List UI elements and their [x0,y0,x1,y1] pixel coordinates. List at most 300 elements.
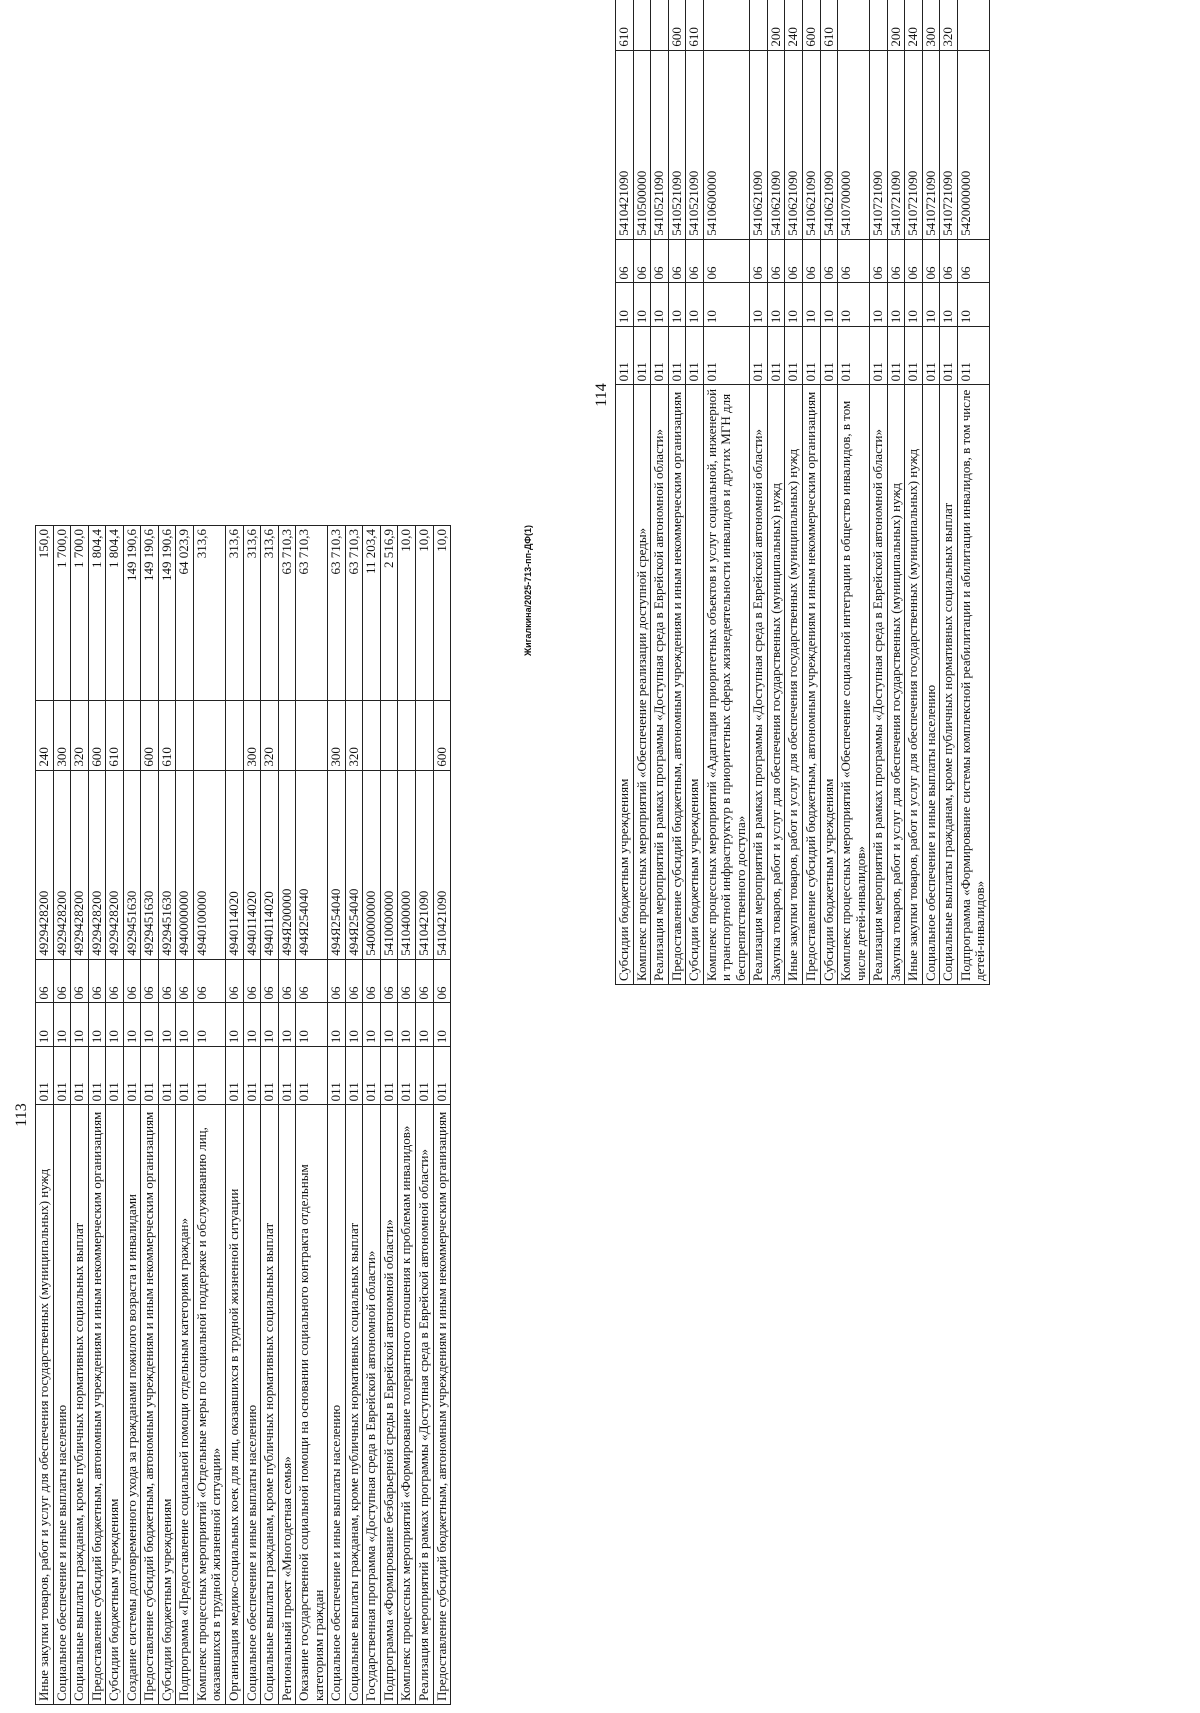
table-row [633,0,651,985]
cell-target-article: 4940114020 [261,770,279,959]
page-number: 114 [593,383,610,407]
cell-section: 10 [88,1003,106,1047]
page-number: 113 [13,1103,30,1127]
cell-section: 10 [36,1003,54,1047]
cell-amount: 313,6 [226,526,244,701]
cell-name: Реализация мероприятий в рамках программы «Доступная среда в Еврейской автономной области» [870,385,888,985]
table-row [616,0,634,985]
cell-section: 10 [416,1003,434,1047]
cell-target-article: 5410421090 [433,770,451,959]
cell-section: 10 [668,283,686,327]
cell-grbs: 011 [870,327,888,385]
cell-target-article: 494Я254040 [345,770,363,959]
cell-target-article: 4929428200 [88,770,106,959]
cell-grbs: 011 [668,327,686,385]
cell-name: Социальное обеспечение и иные выплаты населению [53,1105,71,1705]
table-body [36,526,451,1705]
cell-target-article: 4929451630 [123,770,141,959]
cell-expense-type: 610 [686,0,704,50]
cell-section: 10 [905,283,923,327]
cell-name: Иные закупки товаров, работ и услуг для обеспечения государственных (муниципальных) нужд [905,385,923,985]
cell-section: 10 [398,1003,416,1047]
cell-target-article: 5410600000 [703,50,750,239]
cell-grbs: 011 [345,1047,363,1105]
cell-target-article: 5410521090 [651,50,669,239]
cell-target-article: 5410521090 [686,50,704,239]
cell-subsection: 06 [328,959,346,1003]
cell-grbs: 011 [363,1047,381,1105]
cell-target-article: 5410000000 [380,770,398,959]
cell-section: 10 [820,283,838,327]
cell-target-article: 5410721090 [870,50,888,239]
cell-subsection: 06 [940,239,958,283]
cell-grbs: 011 [750,327,768,385]
cell-name: Комплекс процессных мероприятий «Обеспечение реализации доступной среды» [633,385,651,985]
table-row [686,0,704,985]
cell-section: 10 [71,1003,89,1047]
cell-subsection: 06 [957,239,989,283]
cell-subsection: 06 [123,959,141,1003]
cell-amount: 150,0 [36,526,54,701]
table-row [922,0,940,985]
cell-name: Государственная программа «Доступная среда в Еврейской автономной области» [363,1105,381,1705]
cell-name: Социальные выплаты гражданам, кроме публичных нормативных социальных выплат [345,1105,363,1705]
cell-target-article: 4929451630 [158,770,176,959]
table-row [957,0,989,985]
table-row [820,0,838,985]
cell-section: 10 [803,283,821,327]
cell-amount: 149 190,6 [158,526,176,701]
cell-name: Субсидии бюджетным учреждениям [158,1105,176,1705]
cell-section: 10 [750,283,768,327]
cell-target-article: 5410621090 [767,50,785,239]
table-row [750,0,768,985]
cell-subsection: 06 [651,239,669,283]
cell-subsection: 06 [820,239,838,283]
cell-subsection: 06 [193,959,225,1003]
table-row [870,0,888,985]
cell-grbs: 011 [803,327,821,385]
cell-expense-type [703,0,750,50]
cell-subsection: 06 [803,239,821,283]
cell-grbs: 011 [71,1047,89,1105]
cell-section: 10 [328,1003,346,1047]
cell-expense-type [380,700,398,770]
cell-expense-type: 300 [243,700,261,770]
cell-section: 10 [243,1003,261,1047]
table-row [940,0,958,985]
cell-subsection: 06 [838,239,870,283]
cell-amount: 2 516,9 [380,526,398,701]
cell-section: 10 [141,1003,159,1047]
cell-grbs: 011 [703,327,750,385]
cell-section: 10 [616,283,634,327]
cell-target-article: 494Я200000 [278,770,296,959]
table-row [345,526,363,1705]
table-row [887,0,905,985]
cell-amount: 313,6 [243,526,261,701]
table-row [226,526,244,1705]
cell-target-article: 4929428200 [36,770,54,959]
table-row [380,526,398,1705]
cell-grbs: 011 [416,1047,434,1105]
cell-expense-type [870,0,888,50]
cell-grbs: 011 [785,327,803,385]
cell-name: Комплекс процессных мероприятий «Формирование толерантного отношения к проблемам инвалидов» [398,1105,416,1705]
table-row [838,0,870,985]
cell-expense-type [651,0,669,50]
cell-name: Подпрограмма «Формирование безбарьерной среды в Еврейской автономной области» [380,1105,398,1705]
cell-subsection: 06 [616,239,634,283]
cell-name: Региональный проект «Многодетная семья» [278,1105,296,1705]
cell-target-article: 4940000000 [176,770,194,959]
cell-subsection: 06 [416,959,434,1003]
cell-amount: 149 190,6 [123,526,141,701]
cell-subsection: 06 [380,959,398,1003]
cell-section: 10 [193,1003,225,1047]
cell-grbs: 011 [433,1047,451,1105]
table-row [398,526,416,1705]
cell-name: Социальное обеспечение и иные выплаты населению [328,1105,346,1705]
cell-name: Реализация мероприятий в рамках программы «Доступная среда в Еврейской автономной области» [416,1105,434,1705]
cell-expense-type: 300 [922,0,940,50]
budget-table [35,525,451,1705]
cell-name: Субсидии бюджетным учреждениям [686,385,704,985]
table-row [296,526,328,1705]
cell-grbs: 011 [123,1047,141,1105]
cell-grbs: 011 [686,327,704,385]
cell-subsection: 06 [36,959,54,1003]
cell-amount: 63 710,3 [296,526,328,701]
cell-expense-type [416,700,434,770]
cell-section: 10 [226,1003,244,1047]
document-page-114 [593,0,1085,985]
cell-amount: 10,0 [398,526,416,701]
cell-expense-type: 600 [433,700,451,770]
cell-expense-type: 610 [616,0,634,50]
table-body [616,0,990,985]
table-row [703,0,750,985]
cell-name: Иные закупки товаров, работ и услуг для обеспечения государственных (муниципальных) нужд [785,385,803,985]
cell-target-article: 5410621090 [803,50,821,239]
table-row [53,526,71,1705]
table-row [433,526,451,1705]
cell-section: 10 [278,1003,296,1047]
table-row [416,526,434,1705]
cell-grbs: 011 [106,1047,124,1105]
cell-section: 10 [922,283,940,327]
cell-target-article: 4940100000 [193,770,225,959]
cell-grbs: 011 [141,1047,159,1105]
cell-target-article: 5410421090 [616,50,634,239]
cell-subsection: 06 [668,239,686,283]
cell-expense-type: 600 [88,700,106,770]
cell-expense-type: 610 [158,700,176,770]
cell-subsection: 06 [71,959,89,1003]
cell-grbs: 011 [278,1047,296,1105]
cell-grbs: 011 [88,1047,106,1105]
cell-section: 10 [176,1003,194,1047]
cell-amount: 313,6 [193,526,225,701]
cell-expense-type: 320 [261,700,279,770]
cell-expense-type [838,0,870,50]
cell-grbs: 011 [158,1047,176,1105]
cell-section: 10 [957,283,989,327]
cell-grbs: 011 [633,327,651,385]
cell-target-article: 4929428200 [53,770,71,959]
cell-expense-type: 240 [905,0,923,50]
table-row [767,0,785,985]
cell-name: Оказание государственной социальной помощи на основании социального контракта отдельным категориям граждан [296,1105,328,1705]
cell-amount: 149 190,6 [141,526,159,701]
cell-section: 10 [345,1003,363,1047]
document-page-113 [13,525,533,1705]
cell-section: 10 [785,283,803,327]
cell-expense-type: 600 [803,0,821,50]
cell-grbs: 011 [905,327,923,385]
cell-grbs: 011 [922,327,940,385]
cell-subsection: 06 [88,959,106,1003]
cell-subsection: 06 [633,239,651,283]
cell-grbs: 011 [767,327,785,385]
cell-target-article: 5410621090 [750,50,768,239]
cell-amount: 1 700,0 [53,526,71,701]
table-row [193,526,225,1705]
cell-amount: 313,6 [261,526,279,701]
cell-target-article: 5400000000 [363,770,381,959]
cell-subsection: 06 [176,959,194,1003]
cell-expense-type [957,0,989,50]
cell-grbs: 011 [226,1047,244,1105]
cell-expense-type [123,700,141,770]
cell-target-article: 5410400000 [398,770,416,959]
cell-subsection: 06 [296,959,328,1003]
cell-subsection: 06 [703,239,750,283]
cell-subsection: 06 [141,959,159,1003]
table-row [785,0,803,985]
cell-section: 10 [261,1003,279,1047]
cell-section: 10 [433,1003,451,1047]
table-row [363,526,381,1705]
cell-target-article: 5410700000 [838,50,870,239]
cell-expense-type: 240 [785,0,803,50]
cell-target-article: 5410521090 [668,50,686,239]
cell-target-article: 5410621090 [820,50,838,239]
cell-name: Комплекс процессных мероприятий «Адаптация приоритетных объектов и услуг социальной, инженерной и транспортной инфраструктур в приоритетных сферах жизнедеятельности инвалидов и других МГН для беспрепятственного доступа» [703,385,750,985]
cell-section: 10 [123,1003,141,1047]
cell-grbs: 011 [651,327,669,385]
table-row [106,526,124,1705]
cell-target-article: 5420000000 [957,50,989,239]
cell-subsection: 06 [243,959,261,1003]
cell-name: Комплекс процессных мероприятий «Отдельные меры по социальной поддержке и обслуживанию лиц, оказавшихся в трудной жизненной ситуации» [193,1105,225,1705]
cell-target-article: 5410721090 [940,50,958,239]
cell-subsection: 06 [345,959,363,1003]
cell-name: Организация медико-социальных коек для лиц, оказавшихся в трудной жизненной ситуации [226,1105,244,1705]
cell-section: 10 [940,283,958,327]
table-row [36,526,54,1705]
cell-subsection: 06 [53,959,71,1003]
cell-target-article: 4940114020 [226,770,244,959]
cell-grbs: 011 [261,1047,279,1105]
cell-name: Субсидии бюджетным учреждениям [820,385,838,985]
cell-target-article: 494Я254040 [328,770,346,959]
cell-expense-type: 320 [345,700,363,770]
cell-amount: 10,0 [416,526,434,701]
cell-name: Социальные выплаты гражданам, кроме публичных нормативных социальных выплат [940,385,958,985]
cell-expense-type [226,700,244,770]
cell-grbs: 011 [616,327,634,385]
cell-subsection: 06 [922,239,940,283]
cell-grbs: 011 [838,327,870,385]
table-row [651,0,669,985]
cell-expense-type: 610 [820,0,838,50]
cell-section: 10 [633,283,651,327]
table-row [905,0,923,985]
cell-subsection: 06 [261,959,279,1003]
cell-subsection: 06 [887,239,905,283]
cell-name: Иные закупки товаров, работ и услуг для обеспечения государственных (муниципальных) нужд [36,1105,54,1705]
table-row [141,526,159,1705]
cell-expense-type [296,700,328,770]
cell-subsection: 06 [750,239,768,283]
cell-section: 10 [870,283,888,327]
cell-grbs: 011 [328,1047,346,1105]
cell-name: Социальные выплаты гражданам, кроме публичных нормативных социальных выплат [71,1105,89,1705]
cell-target-article: 5410500000 [633,50,651,239]
cell-section: 10 [380,1003,398,1047]
cell-target-article: 5410721090 [905,50,923,239]
cell-subsection: 06 [870,239,888,283]
cell-amount: 63 710,3 [328,526,346,701]
cell-section: 10 [686,283,704,327]
cell-subsection: 06 [226,959,244,1003]
cell-expense-type [176,700,194,770]
cell-section: 10 [887,283,905,327]
cell-section: 10 [703,283,750,327]
table-row [328,526,346,1705]
cell-expense-type: 600 [141,700,159,770]
cell-target-article: 4929428200 [106,770,124,959]
cell-expense-type [363,700,381,770]
cell-expense-type: 200 [767,0,785,50]
cell-section: 10 [767,283,785,327]
cell-name: Социальное обеспечение и иные выплаты населению [243,1105,261,1705]
cell-name: Закупка товаров, работ и услуг для обеспечения государственных (муниципальных) нужд [767,385,785,985]
cell-grbs: 011 [296,1047,328,1105]
cell-amount: 1 700,0 [71,526,89,701]
cell-subsection: 06 [398,959,416,1003]
cell-section: 10 [363,1003,381,1047]
cell-name: Предоставление субсидий бюджетным, автономным учреждениям и иным некоммерческим организациям [141,1105,159,1705]
cell-section: 10 [158,1003,176,1047]
cell-name: Создание системы долговременного ухода за гражданами пожилого возраста и инвалидами [123,1105,141,1705]
cell-section: 10 [296,1003,328,1047]
cell-subsection: 06 [905,239,923,283]
cell-expense-type [193,700,225,770]
footer-code: Жигалкина/2025-713-пп-ДФ(1) [523,525,533,656]
cell-target-article: 5410721090 [922,50,940,239]
cell-grbs: 011 [36,1047,54,1105]
table-row [668,0,686,985]
cell-section: 10 [838,283,870,327]
cell-expense-type: 610 [106,700,124,770]
cell-name: Социальное обеспечение и иные выплаты населению [922,385,940,985]
cell-name: Предоставление субсидий бюджетным, автономным учреждениям и иным некоммерческим организациям [88,1105,106,1705]
cell-grbs: 011 [957,327,989,385]
cell-expense-type: 300 [53,700,71,770]
cell-name: Реализация мероприятий в рамках программы «Доступная среда в Еврейской автономной области» [750,385,768,985]
cell-grbs: 011 [176,1047,194,1105]
cell-target-article: 4929428200 [71,770,89,959]
cell-grbs: 011 [53,1047,71,1105]
cell-amount: 10,0 [433,526,451,701]
cell-amount: 1 804,4 [106,526,124,701]
cell-amount: 1 804,4 [88,526,106,701]
table-row [71,526,89,1705]
cell-expense-type [750,0,768,50]
cell-expense-type: 300 [328,700,346,770]
table-row [261,526,279,1705]
cell-target-article: 5410421090 [416,770,434,959]
cell-grbs: 011 [243,1047,261,1105]
cell-section: 10 [53,1003,71,1047]
cell-grbs: 011 [820,327,838,385]
cell-amount: 63 710,3 [345,526,363,701]
cell-grbs: 011 [887,327,905,385]
cell-expense-type: 320 [71,700,89,770]
cell-expense-type: 240 [36,700,54,770]
cell-expense-type [633,0,651,50]
cell-name: Реализация мероприятий в рамках программы «Доступная среда в Еврейской автономной области» [651,385,669,985]
cell-subsection: 06 [106,959,124,1003]
table-row [176,526,194,1705]
table-row [123,526,141,1705]
table-row [243,526,261,1705]
table-row [158,526,176,1705]
cell-section: 10 [106,1003,124,1047]
cell-name: Комплекс процессных мероприятий «Обеспечение социальной интеграции в общество инвалидов, в том числе детей-инвалидов» [838,385,870,985]
cell-subsection: 06 [158,959,176,1003]
cell-subsection: 06 [278,959,296,1003]
cell-target-article: 4940114020 [243,770,261,959]
cell-grbs: 011 [193,1047,225,1105]
cell-name: Подпрограмма «Формирование системы комплексной реабилитации и абилитации инвалидов, в том числе детей-инвалидов» [957,385,989,985]
cell-subsection: 06 [433,959,451,1003]
cell-subsection: 06 [363,959,381,1003]
cell-name: Предоставление субсидий бюджетным, автономным учреждениям и иным некоммерческим организациям [668,385,686,985]
cell-subsection: 06 [686,239,704,283]
cell-name: Субсидии бюджетным учреждениям [106,1105,124,1705]
table-row [803,0,821,985]
table-row [278,526,296,1705]
cell-expense-type [278,700,296,770]
cell-expense-type [398,700,416,770]
cell-name: Предоставление субсидий бюджетным, автономным учреждениям и иным некоммерческим организациям [433,1105,451,1705]
cell-grbs: 011 [398,1047,416,1105]
cell-amount: 11 203,4 [363,526,381,701]
cell-name: Закупка товаров, работ и услуг для обеспечения государственных (муниципальных) нужд [887,385,905,985]
cell-name: Предоставление субсидий бюджетным, автономным учреждениям и иным некоммерческим организациям [803,385,821,985]
cell-target-article: 5410721090 [887,50,905,239]
cell-subsection: 06 [767,239,785,283]
cell-grbs: 011 [940,327,958,385]
cell-name: Субсидии бюджетным учреждениям [616,385,634,985]
cell-name: Социальные выплаты гражданам, кроме публичных нормативных социальных выплат [261,1105,279,1705]
cell-target-article: 494Я254040 [296,770,328,959]
cell-target-article: 5410621090 [785,50,803,239]
cell-subsection: 06 [785,239,803,283]
